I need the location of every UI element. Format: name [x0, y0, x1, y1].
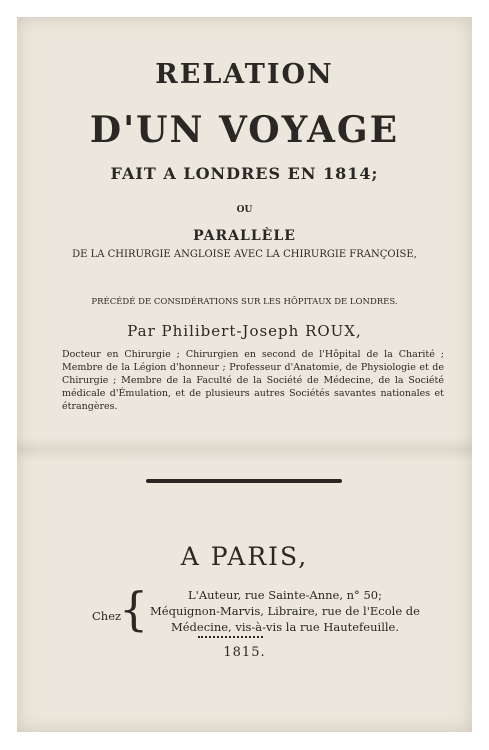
divider-rule — [146, 479, 342, 483]
publisher-line-author: L'Auteur, rue Sainte-Anne, n° 50; — [188, 588, 382, 602]
imprint-publishers — [135, 587, 435, 635]
publisher-line-address: Médecine, vis-à-vis la rue Hautefeuille. — [170, 620, 400, 634]
subtitle-hopitaux: PRÉCÉDÉ DE CONSIDÉRATIONS SUR LES HÔPITAUX DE LONDRES. — [91, 297, 398, 307]
conjunction-ou: OU — [236, 205, 253, 215]
title-line-voyage: D'UN VOYAGE — [89, 109, 400, 151]
author-credentials: Docteur en Chirurgie ; Chirurgien en second de l'Hôpital de la Charité ; Membre de la Légion d'honneur ; Professeur d'Anatomie, de Physiologie et de Chirurgie ; Membre de la Faculté de la Société de Médecine, de la Société médicale d'Émulation, et de plusieurs autres Sociétés savantes nationales et étrangères. — [62, 349, 444, 412]
page-fold-shadow — [17, 437, 472, 461]
brace-icon: { — [119, 582, 149, 636]
subtitle-chirurgie: DE LA CHIRURGIE ANGLOISE AVEC LA CHIRURGIE FRANÇOISE, — [72, 249, 417, 260]
author-name: Par Philibert-Joseph ROUX, — [127, 322, 362, 340]
subtitle-parallele: PARALLÈLE — [193, 228, 296, 244]
imprint-year: 1815. — [223, 645, 266, 660]
imprint-city: A PARIS, — [180, 542, 309, 571]
dotted-divider — [198, 636, 263, 638]
publisher-line-libraire: Méquignon-Marvis, Libraire, rue de l'Ecole de — [150, 604, 420, 618]
subtitle-londres: FAIT A LONDRES EN 1814; — [110, 164, 379, 183]
imprint-chez-label: Chez — [92, 609, 122, 623]
book-title-page — [17, 17, 472, 732]
title-line-relation: RELATION — [155, 59, 334, 90]
